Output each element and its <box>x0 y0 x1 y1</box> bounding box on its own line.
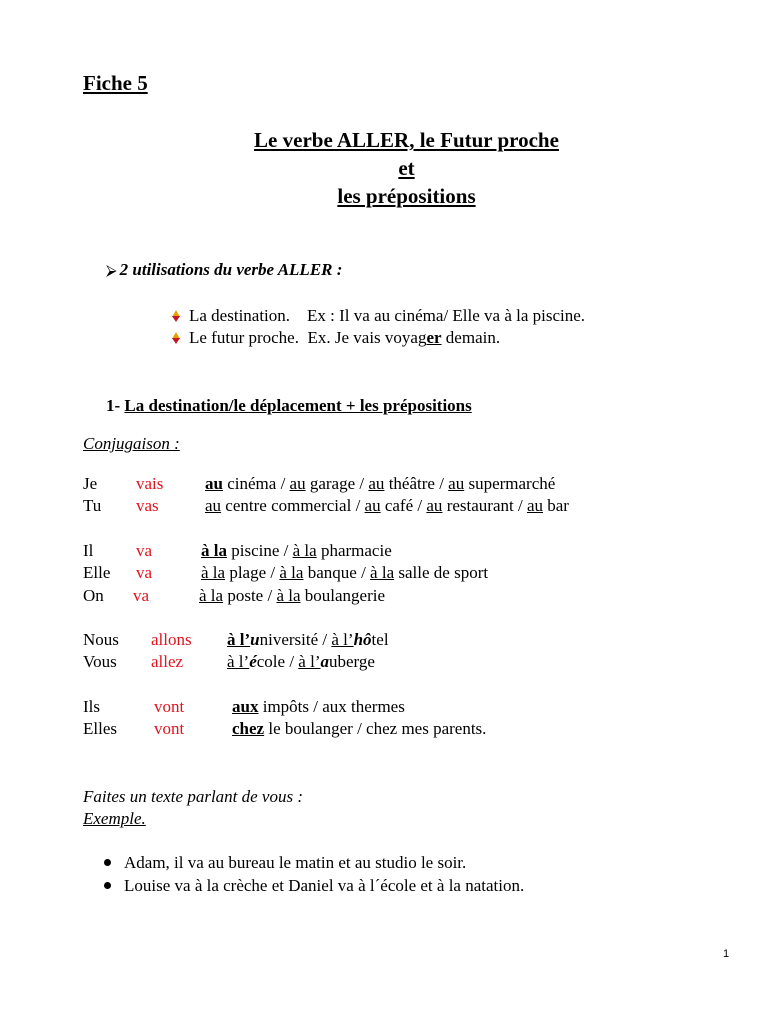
title-line-2: et <box>398 156 415 180</box>
usage-item-destination: La destination. Ex : Il va au cinéma/ Elle va à la piscine. <box>169 306 585 326</box>
usages-heading: ⮚ 2 utilisations du verbe ALLER : <box>106 260 343 279</box>
conj-row-tu: Tu vas au centre commercial / au café / au restaurant / au bar <box>83 496 569 515</box>
fiche-heading: Fiche 5 <box>83 71 148 95</box>
title-line-1: Le verbe ALLER, le Futur proche <box>254 128 559 152</box>
example-label: Exemple. <box>83 809 146 828</box>
conj-row-vous: Vous allez à l’école / à l’auberge <box>83 652 375 671</box>
section-heading: 1- La destination/le déplacement + les prépositions <box>106 396 472 415</box>
list-item: Adam, il va au bureau le matin et au studio le soir. <box>104 853 466 873</box>
arrow-bullet-icon: ⮚ <box>106 263 117 279</box>
conj-row-on: On va à la poste / à la boulangerie <box>83 586 386 605</box>
bullet-dot-icon <box>104 882 111 889</box>
conj-row-je: Je vais au cinéma / au garage / au théâtre / au supermarché <box>83 474 556 493</box>
list-item: Louise va à la crèche et Daniel va à l´école et à la natation. <box>104 876 524 896</box>
conj-row-il: Il va à la piscine / à la pharmacie <box>83 541 392 560</box>
bullet-dot-icon <box>104 859 111 866</box>
usage-item-futur: Le futur proche. Ex. Je vais voyager demain. <box>169 328 500 348</box>
page-number: 1 <box>723 948 730 960</box>
conj-row-ils: Ils vont aux impôts / aux thermes <box>83 697 405 716</box>
arrow-bullet-icon <box>169 332 181 344</box>
conj-row-elles: Elles vont chez le boulanger / chez mes parents. <box>83 719 487 738</box>
exercise-prompt: Faites un texte parlant de vous : <box>83 787 304 806</box>
conj-row-elle: Elle va à la plage / à la banque / à la salle de sport <box>83 563 489 582</box>
conj-row-nous: Nous allons à l’université / à l’hôtel <box>83 630 389 649</box>
conjugaison-label: Conjugaison : <box>83 434 180 453</box>
title-line-3: les prépositions <box>337 184 476 208</box>
arrow-bullet-icon <box>169 310 181 322</box>
